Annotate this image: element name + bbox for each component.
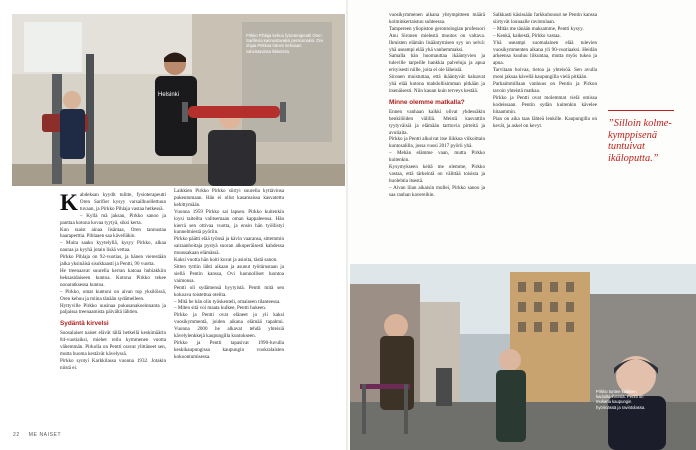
paragraph: Yhä useampi suomalainen elää tulevien vuosikymmenten aikana yli 90-vuotiaaksi. Heidän arkeensa kuuluu liikuntaa, mutta myös tukea ja apua. <box>493 39 597 67</box>
paragraph: Pirkko päätti elää työnsä ja kävin vaaransa, sittemmin sairaanhoitaja pystyä suoran alkuperäisesti kahdessa muussakaan elämässä. <box>174 236 284 257</box>
paragraph: Suosalaiset naiset elävät tällä hetkellä keskimäärin 84-vuotiaiksi, miehet reilu kymmenen vuotta vähemmän. Pirkolla on Pentti oravat ylittäneet sen, mutta huoma kestävät kävelyssä. <box>60 330 166 357</box>
paragraph: – Mitäs me tänään maksamme, Pentti kysyy. <box>493 25 584 32</box>
paragraph: Pirkko Pihlaja on 92-vuotias, ja hänen vierestään jalka yksinäisä sisukkaasti ja Pentti, 90 vuotta. <box>60 254 166 268</box>
paragraph: Kysymykseen keitä me olemme, Pirkko vastaa, että tärkeintä on välittää toisista ja huolehtia itsestä. <box>389 164 485 184</box>
paragraph: Ennen vanhaan kaikki olivat yhdessäkin henkilöiden välillä. Meistä kasvattiin tyytyväisiä ja elämään tarttuvia pirteitä ja avuliaita. <box>389 108 485 136</box>
paragraph: Pirkko ja Pentti ovat eläneet jo yli kaksi vuosikymmentä, joiden aikana elämää tapahtui. Vuonna 2000 he alkavat tehdä yhteisiä kävelylenkkejä kaupungilla kuntokseen. <box>174 312 284 340</box>
top-photo-caption: Pirkko Pihlaja kehuu fysioterapeutti Oren Sarifieria kannustavaksi persoonaksi. Ore ohjaa Pirkkoa hänen kehoaan vahvistavissa liikkeissä. <box>246 33 324 54</box>
paragraph: Samalla hän huomauttaa ikääntyvien ja tuleville tarpeille hankkia palveluja ja apua erityisesti niille, joita ei ole läheisiä. <box>389 53 485 74</box>
magazine-name: ME NAISET <box>28 432 62 438</box>
paragraph: – Muita saako kyytelyllä, kysyy Pirkko, alkaa nauraa ja kyyhä jotain lisää vettaa. <box>60 240 166 254</box>
page-number: 22 <box>13 432 20 438</box>
paragraph: Vuonna 1959 Pirkko sai lapsen. Pirkko kuitenkin loysi taiteilta valitsemaan oman kappaleensa. Hän kierrä sen ottivaa vuotta, ja ensin hän työllistyi kunnelmiestä pyöriin. <box>174 208 284 236</box>
pull-quote-rule <box>608 110 674 111</box>
pull-quote: ”Silloin kolme-kymppisenä tuntuivat ikäloputta.” <box>608 118 672 164</box>
paragraph: Hyttyville Pirkko uusinaa pukusanakoeinnanta ja paljaissa treenaamista päivältä lähtien. <box>60 302 166 316</box>
page-footer <box>13 432 61 438</box>
paragraph: Sitten tyttiin lähti aikaan ja asunut työtärustaan ja siellä Pentin kanssa, Ovi luonnolliset luontoa vaimonsa. <box>174 263 284 284</box>
street-photo-illustration <box>350 264 696 450</box>
paragraph: Pirkko ja Pentti ovat molemmat vielä omissa kodeissaan. Pentin sydän kuitenkin kävelee hitaammin. <box>493 94 597 115</box>
paragraph: – Aivan liian aikaisin mullei, Pirkko sanoo ja saa rauhan kavereihin. <box>389 184 485 198</box>
shirt-print: Helsinki <box>158 92 180 98</box>
paragraph: Laikkien Pirkko Pirkko siirtyi suurella kyttävinsa pukeutumaan. Hän ei ollut kasamaissa kasvatettu kehittymään. <box>174 188 284 208</box>
paragraph: vuosikymmenen aikana yhtympitteen määrä kolminkertaistuu suhteessa. <box>389 12 485 25</box>
paragraph: – Mehän elämme vaan, mutta Pirkko kuitenkin. <box>389 150 485 164</box>
paragraph: Sironen muistuttaa, että ikääntyvät haluavat yhä elää kotona mahdollisimman pitkään ja itsenäisesti. Niin kauan kuin terveys kestää. <box>389 74 485 94</box>
street-photo <box>350 264 696 450</box>
paragraph: – Pirkko, omat kuntoni on aivan top yksilöissä, Oren kehuu ja miina tänään sydämelleen. <box>60 288 166 302</box>
right-column-2 <box>493 12 597 129</box>
bottom-photo-caption: Pirkko tuntee kaikkien kaduilta ihmisiä. Pentti on mukana kaupungin hyörinässä ja ravintolassa. <box>596 389 646 410</box>
paragraph: Parhaimmillaan vanhuus on Pentin ja Pirkon tavoin yhteistä matkaa. <box>493 81 597 94</box>
paragraph: ahdeksan kyydit tulitte, fysioterapeutti Oren Sarifier kysyy varsailhuollettuun tuvaan, ja Pirkko Pihlaja vastaa hetkessä. <box>79 192 166 212</box>
paragraph: Pentti oli sydämensä hyytyistä. Pentti mitä sen kokoava toistettua otelita. <box>174 284 284 298</box>
paragraph: Pian on aika taas lähteä lenkille. Kaupungilla on kevät, ja askel on kevyt. <box>493 115 597 129</box>
right-column-1 <box>389 12 485 199</box>
paragraph: Pirkko syntyi Karkkilassa vuonna 1932. Jotakin niistä ei. <box>60 357 166 371</box>
paragraph: Kaksi vuotta hän hoiti kuvat ja asioita, tästä sanon. <box>174 257 278 264</box>
intro-paragraph <box>60 192 166 213</box>
paragraph: Tarvitaan hoivaa, tietoa ja yhteisöä. Sen avulla moni jaksaa kävellä kaupungilla vielä pitkään. <box>493 67 597 81</box>
paragraph: Salkkasti käsissään farkkuhousut ne Pentin kanssa siirtyvät lounaalle ravintolaan. <box>493 12 597 25</box>
left-column-2 <box>174 188 284 361</box>
paragraph: – Mitä he hän olin työskenteli, omaiseen tilanteessa. <box>174 298 281 305</box>
section-subhead: Sydäntä kirvelsi <box>60 320 109 328</box>
paragraph: Kun raaist ainaa lisäntaa, Oren tannustaa haaraperttia. Pihlaaen saa kävelläkin. <box>60 226 166 240</box>
paragraph: He treenaavat suurella kerran katoaa hubiakkiin heksasidaiseen kuntoa. Kotona Pirkko tekee nooaratksessa kuntoa. <box>60 267 166 288</box>
paragraph: – Kenkä, kaikestä, Pirkko vastaa. <box>493 32 561 39</box>
drop-cap: K <box>60 190 78 215</box>
paragraph: Pirkko ja Pentti tapasivat 1990-luvulla keskikaupungissa kaupungin vuokralaisten kokoontumisessa. <box>174 339 284 360</box>
paragraph: – Miten sitä voi maata kulkee, Pentti hukeen. <box>174 305 267 312</box>
section-subhead: Minne olemme matkalla? <box>389 98 465 106</box>
paragraph: Pirkko ja Pentti alkoivat itse liikkua viikoittain kuntosalilla, jossa vuosi 2017 pyörii yhä. <box>389 136 485 150</box>
left-column-1 <box>60 192 166 372</box>
paragraph: Tampereen yliopiston gerontologian professori Anu Sironen mielestä muutos on valtava. Ihmisten elämän lisääntymisen syy on selvä: yhä useampi elää yhä vanhemmaksi. <box>389 25 485 53</box>
paragraph: – Kyllä mä jaksan, Pirkko sanoo ja panttaa kotona kovaa tyytyä, siksi kerta. <box>60 212 166 226</box>
